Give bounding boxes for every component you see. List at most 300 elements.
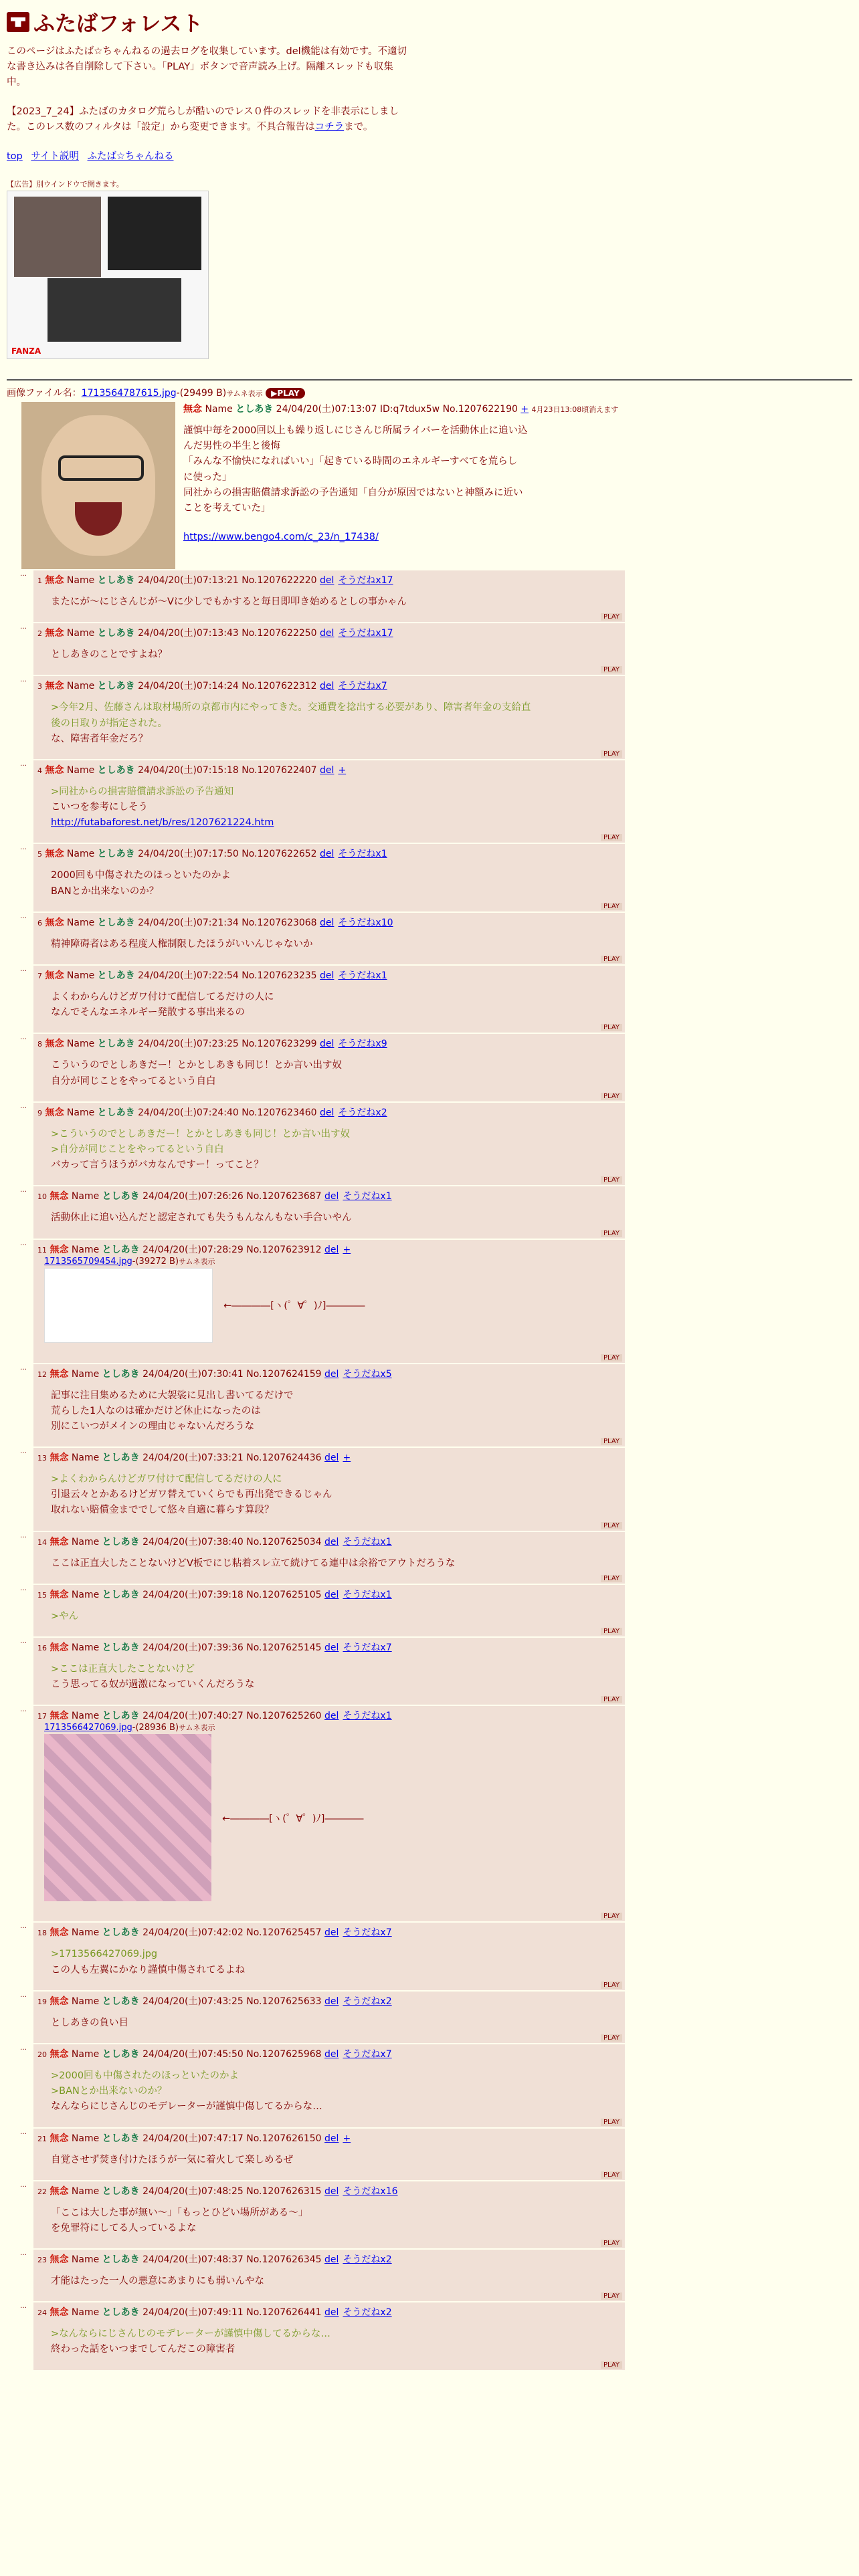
reply-dots: …: [20, 844, 27, 852]
body-line: この人も左翼にかなり謹慎中傷されてるよね: [51, 1964, 245, 1975]
sodane-button[interactable]: そうだねx17: [338, 574, 393, 586]
play-button[interactable]: PLAY: [601, 2171, 622, 2179]
sodane-button[interactable]: そうだねx2: [338, 1107, 387, 1118]
list-item: [20, 1103, 852, 1186]
reply-box: [33, 760, 625, 843]
reply-header: 6 無念 Name としあき 24/04/20(土)07:21:34 No.1207623068 del そうだねx10: [37, 917, 393, 928]
reply-body: [51, 937, 621, 952]
reply-subject: 無念: [45, 849, 64, 860]
op-file-link[interactable]: 1713564787615.jpg: [81, 387, 177, 399]
reply-name: としあき: [102, 1642, 140, 1653]
sodane-button[interactable]: そうだねx7: [338, 681, 387, 692]
reply-file-line: 1713566427069.jpg-(28936 B)サムネ表示: [44, 1723, 215, 1733]
del-link[interactable]: del: [324, 1244, 339, 1255]
sodane-button[interactable]: そうだねx2: [343, 1996, 392, 2007]
reply-box: [33, 844, 625, 911]
list-item: [20, 1706, 852, 1921]
reply-index: 13: [37, 1454, 47, 1463]
reply-name: としあき: [102, 1927, 140, 1939]
play-button[interactable]: PLAY: [601, 1093, 622, 1100]
play-button[interactable]: PLAY: [601, 2034, 622, 2042]
reply-header: 7 無念 Name としあき 24/04/20(土)07:22:54 No.1207623235 del そうだねx1: [37, 970, 387, 981]
reply-header: 9 無念 Name としあき 24/04/20(土)07:24:40 No.1207623460 del そうだねx2: [37, 1107, 387, 1118]
reply-subject: 無念: [50, 1244, 69, 1255]
reply-no: No.1207625105: [246, 1589, 322, 1600]
play-button[interactable]: PLAY: [601, 750, 622, 758]
reply-name: としあき: [97, 1107, 135, 1118]
reply-file-link[interactable]: 1713566427069.jpg: [44, 1723, 132, 1733]
reply-body: [51, 868, 621, 899]
reply-date: 24/04/20(土)07:15:18: [138, 764, 239, 776]
reply-box: [33, 676, 625, 759]
reply-header: 14 無念 Name としあき 24/04/20(土)07:38:40 No.1207625034 del そうだねx1: [37, 1536, 392, 1547]
sodane-button[interactable]: そうだねx2: [343, 2307, 392, 2319]
reply-body: [51, 1388, 621, 1435]
op-expire: 4月23日13:08頃消えます: [531, 405, 619, 414]
play-button[interactable]: PLAY: [601, 834, 622, 841]
op-image[interactable]: [21, 402, 175, 569]
play-button[interactable]: PLAY: [601, 1522, 622, 1529]
sodane-button[interactable]: そうだねx1: [338, 849, 387, 860]
intro-text-1: このページはふたば☆ちゃんねるの過去ログを収集しています。del機能は有効です。不適切な書き込みは各自削除して下さい。「PLAY」ボタンで音声読み上げ。隔離スレッドも収集中。: [7, 46, 407, 88]
ad-image-2: [108, 197, 201, 270]
reply-index: 1: [37, 576, 42, 585]
reply-date: 24/04/20(土)07:33:21: [142, 1453, 244, 1464]
list-item: [20, 966, 852, 1033]
reply-dots: …: [20, 623, 27, 631]
body-line: 引退云々とかあるけどガワ替えていくらでも再出発できるじゃん: [51, 1489, 332, 1501]
reply-subject: 無念: [50, 1589, 69, 1600]
reply-thumb-label[interactable]: サムネ表示: [179, 1257, 215, 1266]
del-link[interactable]: del: [324, 1642, 339, 1653]
reply-link[interactable]: http://futabaforest.net/b/res/1207621224.htm: [51, 817, 274, 829]
reply-dots: …: [20, 1448, 27, 1456]
site-header: [7, 7, 852, 37]
play-button[interactable]: PLAY: [601, 1024, 622, 1031]
sodane-button[interactable]: そうだねx9: [338, 1039, 387, 1050]
reply-name: としあき: [97, 1039, 135, 1050]
reply-box: [33, 570, 625, 622]
reply-header: 19 無念 Name としあき 24/04/20(土)07:43:25 No.1207625633 del そうだねx2: [37, 1996, 392, 2007]
reply-subject: 無念: [45, 681, 64, 692]
sodane-button[interactable]: そうだねx5: [343, 1368, 392, 1380]
reply-subject: 無念: [50, 2254, 69, 2266]
reply-box: [33, 1240, 625, 1363]
reply-file-link[interactable]: 1713565709454.jpg: [44, 1256, 132, 1267]
reply-header: 21 無念 Name としあき 24/04/20(土)07:47:17 No.1207626150 del +: [37, 2133, 351, 2144]
ad-banner[interactable]: [7, 191, 209, 359]
play-button[interactable]: PLAY: [601, 2240, 622, 2247]
del-link[interactable]: del: [324, 1191, 339, 1202]
list-item: [20, 1034, 852, 1101]
quote-line: 後の日取りが指定された。: [51, 718, 167, 729]
del-link[interactable]: del: [320, 849, 335, 860]
del-link[interactable]: del: [324, 1589, 339, 1600]
list-item: [20, 676, 852, 759]
sodane-button[interactable]: そうだねx1: [338, 970, 387, 981]
del-link[interactable]: del: [320, 970, 335, 981]
reply-box: [33, 1638, 625, 1705]
reply-no: No.1207625457: [246, 1927, 322, 1939]
reply-header: 4 無念 Name としあき 24/04/20(土)07:15:18 No.1207622407 del +: [37, 764, 347, 776]
reply-index: 18: [37, 1929, 47, 1938]
reply-subject: 無念: [50, 1368, 69, 1380]
play-button[interactable]: PLAY: [601, 956, 622, 963]
list-item: [20, 1186, 852, 1238]
reply-date: 24/04/20(土)07:38:40: [142, 1536, 244, 1547]
body-line: BANとか出来ないのか？: [51, 885, 159, 897]
reply-header: 15 無念 Name としあき 24/04/20(土)07:39:18 No.1207625105 del そうだねx1: [37, 1589, 392, 1600]
quote-line: >ここは正直大したことないけど: [51, 1664, 195, 1675]
sodane-button[interactable]: そうだねx10: [338, 917, 393, 928]
sodane-button[interactable]: +: [343, 1453, 351, 1464]
reply-index: 6: [37, 918, 42, 928]
reply-date: 24/04/20(土)07:21:34: [138, 917, 239, 928]
reply-date: 24/04/20(土)07:13:43: [138, 628, 239, 639]
body-line: を免罪符にしてる人っているよな: [51, 2222, 197, 2234]
play-button[interactable]: PLAY: [601, 1230, 622, 1237]
reply-subject: 無念: [45, 917, 64, 928]
reply-body: [51, 2206, 621, 2236]
play-button[interactable]: PLAY: [601, 1628, 622, 1635]
reply-header: 11 無念 Name としあき 24/04/20(土)07:28:29 No.1207623912 del +: [37, 1244, 351, 1255]
reply-box: [33, 1364, 625, 1447]
list-item: [20, 1448, 852, 1531]
reply-index: 12: [37, 1370, 47, 1379]
op-thumb-label[interactable]: サムネ表示: [226, 389, 263, 398]
reply-date: 24/04/20(土)07:30:41: [142, 1368, 244, 1380]
nav-futaba-link[interactable]: ふたば☆ちゃんねる: [87, 150, 174, 162]
reply-name: としあき: [102, 2133, 140, 2144]
play-button[interactable]: PLAY: [601, 1354, 622, 1362]
reply-body: [51, 2016, 621, 2031]
body-line: こう思ってる奴が過激になっていくんだろうな: [51, 1679, 255, 1691]
reply-box: [33, 1532, 625, 1584]
reply-subject: 無念: [50, 2185, 69, 2197]
reply-no: No.1207625034: [246, 1536, 322, 1547]
play-button[interactable]: PLAY: [601, 903, 622, 910]
reply-name: としあき: [102, 2185, 140, 2197]
reply-dots: …: [20, 2302, 27, 2311]
reply-index: 20: [37, 2050, 47, 2059]
reply-no: No.1207622312: [242, 681, 317, 692]
reply-box: [33, 1448, 625, 1531]
reply-header: 1 無念 Name としあき 24/04/20(土)07:13:21 No.1207622220 del そうだねx17: [37, 574, 393, 586]
reply-body: [51, 2153, 621, 2168]
reply-name: としあき: [102, 2048, 140, 2060]
play-button[interactable]: PLAY: [601, 1575, 622, 1582]
del-link[interactable]: del: [324, 2307, 339, 2319]
del-link[interactable]: del: [320, 628, 335, 639]
reply-body: [51, 1947, 621, 1977]
report-link[interactable]: コチラ: [314, 121, 345, 132]
reply-dots: …: [20, 1531, 27, 1539]
futaba-logo-icon: [7, 12, 29, 32]
reply-header: 13 無念 Name としあき 24/04/20(土)07:33:21 No.1207624436 del +: [37, 1453, 351, 1464]
reply-body: [51, 595, 621, 610]
reply-date: 24/04/20(土)07:42:02: [142, 1927, 244, 1939]
reply-no: No.1207622220: [242, 574, 317, 586]
quote-line: >BANとか出来ないのか？: [51, 2086, 167, 2097]
reply-no: No.1207622407: [242, 764, 317, 776]
del-link[interactable]: del: [320, 764, 335, 776]
reply-thumbnail[interactable]: [44, 1268, 213, 1343]
list-item: [20, 913, 852, 964]
reply-index: 24: [37, 2309, 47, 2318]
reply-box: [33, 1034, 625, 1101]
reply-thumbnail[interactable]: [44, 1734, 211, 1901]
op-no: No.1207622190: [442, 403, 518, 415]
reply-dots: …: [20, 1584, 27, 1592]
sodane-button[interactable]: そうだねx1: [343, 1191, 392, 1202]
body-line: ここは正直大したことないけどV板でにじ粘着スレ立て続けてる連中は余裕でアウトだろうな: [51, 1558, 456, 1569]
reply-index: 4: [37, 766, 42, 775]
reply-dots: …: [20, 1239, 27, 1247]
play-button[interactable]: PLAY: [601, 1438, 622, 1445]
sodane-button[interactable]: そうだねx16: [343, 2185, 398, 2197]
del-link[interactable]: del: [324, 1711, 339, 1722]
reply-arrow: ←――――[ヽ(゜∀゜)ﾉ]――――: [222, 1813, 364, 1824]
reply-box: [33, 1706, 625, 1921]
list-item: [20, 844, 852, 911]
sodane-button[interactable]: そうだねx7: [343, 1642, 392, 1653]
list-item: [20, 1638, 852, 1705]
reply-body: [51, 647, 621, 663]
reply-box: [33, 623, 625, 675]
play-button[interactable]: PLAY: [601, 1913, 622, 1920]
reply-box: [33, 1992, 625, 2043]
del-link[interactable]: del: [320, 1039, 335, 1050]
intro-text-2: 【2023_7_24】ふたばのカタログ荒らしが酷いのでレス０件のスレッドを非表示にしました。このレス数のフィルタは「設定」から変更できます。不具合報告はコチラまで。: [7, 106, 399, 132]
reply-box: [33, 966, 625, 1033]
list-item: [20, 570, 852, 622]
reply-date: 24/04/20(土)07:26:26: [142, 1191, 244, 1202]
play-button[interactable]: PLAY: [601, 2361, 622, 2369]
reply-index: 22: [37, 2187, 47, 2196]
reply-index: 19: [37, 1997, 47, 2006]
play-button[interactable]: PLAY: [601, 1696, 622, 1703]
quote-line: >1713566427069.jpg: [51, 1949, 158, 1960]
reply-box: [33, 2250, 625, 2301]
body-line: こいつを参考にしそう: [51, 802, 148, 813]
del-link[interactable]: del: [324, 2048, 339, 2060]
play-button[interactable]: PLAY: [601, 613, 622, 621]
list-item: [20, 1240, 852, 1363]
reply-subject: 無念: [50, 2133, 69, 2144]
reply-dots: …: [20, 2128, 27, 2136]
reply-subject: 無念: [50, 1191, 69, 1202]
reply-index: 15: [37, 1590, 47, 1600]
body-line: またにが〜にじさんじが〜Vに少しでもかすると毎日即叩き始めるとしの事かゃん: [51, 596, 407, 607]
list-item: [20, 1923, 852, 1990]
body-line: 自分が同じことをやってるという自白: [51, 1075, 216, 1087]
del-link[interactable]: del: [324, 1927, 339, 1939]
reply-box: [33, 1103, 625, 1186]
reply-no: No.1207625968: [246, 2048, 322, 2060]
reply-body: [51, 1472, 621, 1519]
reply-body: [51, 700, 621, 747]
play-button[interactable]: PLAY: [601, 1176, 622, 1184]
reply-name: としあき: [102, 1244, 140, 1255]
del-link[interactable]: del: [320, 1107, 335, 1118]
sodane-button[interactable]: そうだねx7: [343, 2048, 392, 2060]
list-item: [20, 2302, 852, 2369]
reply-date: 24/04/20(土)07:49:11: [142, 2307, 244, 2319]
reply-header: 20 無念 Name としあき 24/04/20(土)07:45:50 No.1207625968 del そうだねx7: [37, 2048, 392, 2060]
body-line: としあきの負い目: [51, 2017, 128, 2028]
quote-line: >自分が同じことをやってるという自白: [51, 1144, 224, 1155]
sodane-button[interactable]: そうだねx2: [343, 2254, 392, 2266]
op-subject: 無念: [183, 403, 202, 415]
reply-no: No.1207625145: [246, 1642, 322, 1653]
reply-header: 16 無念 Name としあき 24/04/20(土)07:39:36 No.1207625145 del そうだねx7: [37, 1642, 392, 1653]
reply-header: 18 無念 Name としあき 24/04/20(土)07:42:02 No.1207625457 del そうだねx7: [37, 1927, 392, 1939]
reply-dots: …: [20, 1923, 27, 1931]
reply-index: 23: [37, 2256, 47, 2265]
sodane-button[interactable]: +: [338, 764, 347, 776]
reply-body: [51, 2274, 621, 2289]
reply-name: としあき: [97, 764, 135, 776]
list-item: [20, 2250, 852, 2301]
reply-dots: …: [20, 1364, 27, 1372]
reply-header: 10 無念 Name としあき 24/04/20(土)07:26:26 No.1207623687 del そうだねx1: [37, 1191, 392, 1202]
reply-dots: …: [20, 2250, 27, 2258]
del-link[interactable]: del: [324, 1453, 339, 1464]
reply-header: 3 無念 Name としあき 24/04/20(土)07:14:24 No.1207622312 del そうだねx7: [37, 681, 387, 692]
reply-header: 17 無念 Name としあき 24/04/20(土)07:40:27 No.1207625260 del そうだねx1: [37, 1711, 392, 1722]
reply-no: No.1207622652: [242, 849, 317, 860]
reply-thumb-label[interactable]: サムネ表示: [179, 1723, 215, 1733]
reply-no: No.1207626441: [246, 2307, 322, 2319]
sodane-button[interactable]: +: [343, 2133, 351, 2144]
reply-dots: …: [20, 1034, 27, 1042]
reply-file-line: 1713565709454.jpg-(39272 B)サムネ表示: [44, 1256, 215, 1267]
reply-dots: …: [20, 2181, 27, 2189]
reply-no: No.1207623299: [242, 1039, 317, 1050]
reply-date: 24/04/20(土)07:23:25: [138, 1039, 239, 1050]
play-button[interactable]: PLAY: [601, 2119, 622, 2126]
reply-name: としあき: [102, 1536, 140, 1547]
reply-dots: …: [20, 912, 27, 920]
reply-date: 24/04/20(土)07:40:27: [142, 1711, 244, 1722]
reply-no: No.1207622250: [242, 628, 317, 639]
list-item: [20, 2181, 852, 2248]
reply-date: 24/04/20(土)07:48:37: [142, 2254, 244, 2266]
sodane-button[interactable]: +: [343, 1244, 351, 1255]
play-button[interactable]: PLAY: [601, 2292, 622, 2300]
reply-name: としあき: [97, 970, 135, 981]
list-item: [20, 2044, 852, 2127]
reply-header: 12 無念 Name としあき 24/04/20(土)07:30:41 No.1207624159 del そうだねx5: [37, 1368, 392, 1380]
reply-no: No.1207626150: [246, 2133, 322, 2144]
reply-box: [33, 2129, 625, 2180]
reply-dots: …: [20, 966, 27, 973]
sodane-button[interactable]: そうだねx7: [343, 1927, 392, 1939]
reply-box: [33, 1186, 625, 1238]
reply-no: No.1207623912: [246, 1244, 322, 1255]
reply-no: No.1207626315: [246, 2185, 322, 2197]
reply-header: 8 無念 Name としあき 24/04/20(土)07:23:25 No.1207623299 del そうだねx9: [37, 1039, 387, 1050]
list-item: [20, 1364, 852, 1447]
reply-name: としあき: [97, 681, 135, 692]
op-date: 24/04/20(土)07:13:07: [276, 403, 377, 415]
reply-name: としあき: [102, 1453, 140, 1464]
reply-subject: 無念: [50, 1996, 69, 2007]
reply-name: としあき: [102, 1191, 140, 1202]
body-line: バカって言うほうがバカなんですー！ってこと？: [51, 1160, 264, 1171]
del-link[interactable]: del: [324, 2254, 339, 2266]
del-link[interactable]: del: [324, 1996, 339, 2007]
body-line: こういうのでとしあきだー！とかとしあきも同じ！とか言い出す奴: [51, 1060, 342, 1071]
sodane-button[interactable]: そうだねx1: [343, 1589, 392, 1600]
reply-index: 7: [37, 972, 42, 980]
body-line: 才能はたった一人の悪意にあまりにも弱いんやな: [51, 2276, 264, 2287]
quote-line: >やん: [51, 1610, 79, 1622]
reply-body: [51, 1127, 621, 1174]
nav-top-link[interactable]: top: [7, 150, 23, 162]
list-item: [20, 760, 852, 843]
reply-no: No.1207623068: [242, 917, 317, 928]
intro: [7, 44, 852, 135]
body-line: なんでそんなエネルギー発散する事出来るの: [51, 1007, 245, 1018]
reply-dots: …: [20, 1102, 27, 1110]
list-item: [20, 1585, 852, 1636]
reply-dots: …: [20, 1991, 27, 1999]
list-item: [20, 623, 852, 675]
play-button[interactable]: PLAY: [601, 1981, 622, 1989]
reply-header: 2 無念 Name としあき 24/04/20(土)07:13:43 No.1207622250 del そうだねx17: [37, 628, 393, 639]
reply-index: 2: [37, 629, 42, 639]
del-link[interactable]: del: [320, 681, 335, 692]
reply-index: 14: [37, 1537, 47, 1547]
sodane-button[interactable]: そうだねx1: [343, 1536, 392, 1547]
separator: [7, 379, 852, 381]
reply-subject: 無念: [45, 574, 64, 586]
nav-about-link[interactable]: サイト説明: [31, 150, 79, 162]
body-line: 2000回も中傷されたのほっといたのかよ: [51, 870, 231, 881]
reply-box: [33, 1585, 625, 1636]
reply-subject: 無念: [45, 1107, 64, 1118]
sodane-button[interactable]: そうだねx1: [343, 1711, 392, 1722]
reply-header: 23 無念 Name としあき 24/04/20(土)07:48:37 No.1207626345 del そうだねx2: [37, 2254, 392, 2266]
op-play-button[interactable]: ▶PLAY: [266, 388, 305, 399]
ad-brand: FANZA: [11, 346, 41, 356]
reply-no: No.1207624436: [246, 1453, 322, 1464]
body-line: 別にこいつがメインの理由じゃないんだろうな: [51, 1420, 255, 1432]
del-link[interactable]: del: [324, 1536, 339, 1547]
del-link[interactable]: del: [324, 2185, 339, 2197]
op-link[interactable]: https://www.bengo4.com/c_23/n_17438/: [183, 532, 379, 543]
del-link[interactable]: del: [320, 917, 335, 928]
del-link[interactable]: del: [324, 1368, 339, 1380]
sodane-button[interactable]: そうだねx17: [338, 628, 393, 639]
play-button[interactable]: PLAY: [601, 666, 622, 673]
del-link[interactable]: del: [324, 2133, 339, 2144]
del-link[interactable]: del: [320, 574, 335, 586]
reply-no: No.1207626345: [246, 2254, 322, 2266]
body-line: なんならにじさんじのモデレーターが謹慎中傷してるからな…: [51, 2101, 322, 2113]
quote-line: >2000回も中傷されたのほっといたのかよ: [51, 2070, 240, 2081]
reply-body: [51, 1662, 621, 1693]
reply-body: [51, 1609, 621, 1624]
reply-date: 24/04/20(土)07:28:29: [142, 1244, 244, 1255]
ad-image-3: [47, 278, 181, 342]
quote-line: >なんならにじさんじのモデレーターが謹慎中傷してるからな…: [51, 2329, 330, 2340]
op-plus[interactable]: +: [520, 403, 529, 415]
reply-name: としあき: [97, 628, 135, 639]
reply-body: [51, 1210, 621, 1226]
quote-line: >同社からの損害賠償請求訴訟の予告通知: [51, 786, 234, 797]
